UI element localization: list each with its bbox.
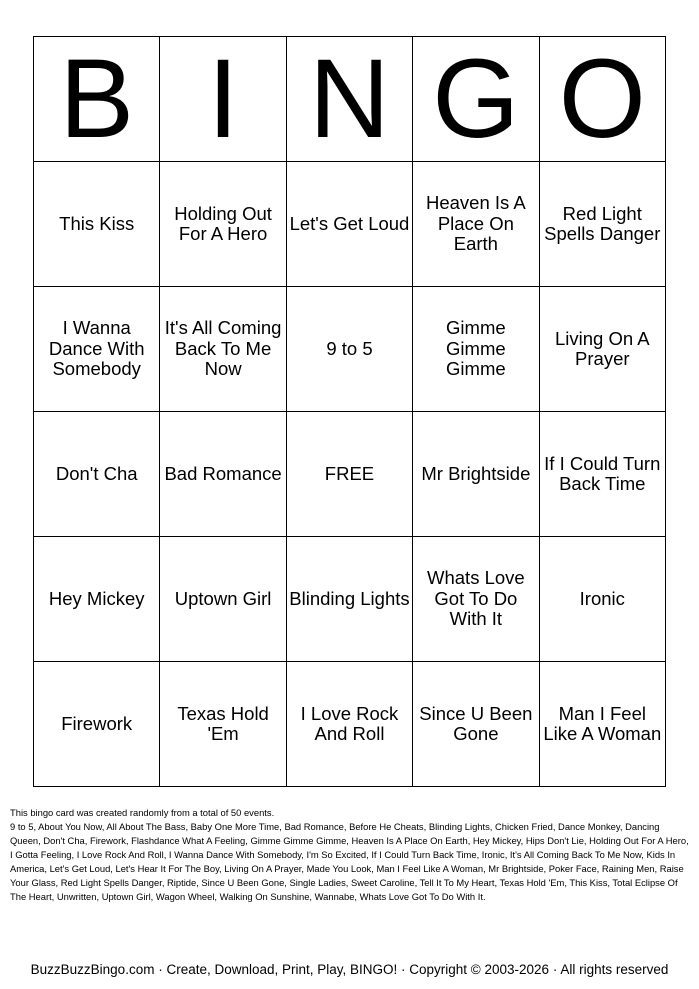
- bingo-row: [34, 662, 666, 787]
- bingo-card: [33, 36, 666, 787]
- bingo-cell: Living On A Prayer: [539, 287, 665, 412]
- header-letter-i: I: [160, 37, 286, 162]
- event-list: 9 to 5, About You Now, All About The Bass, Baby One More Time, Bad Romance, Before He Cheats, Blinding Lights, Chicken Fried, Dance Monkey, Dancing Queen, Don't Cha, Firework, Flashdance What A Feeling, Gimme Gimme Gimme, Heaven Is A Place On Earth, Hey Mickey, Hips Don't Lie, Holding Out For A Hero, I Gotta Feeling, I Love Rock And Roll, I Wanna Dance With Somebody, I'm So Excited, If I Could Turn Back Time, Ironic, It's All Coming Back To Me Now, Kids In America, Let's Get Loud, Let's Hear It For The Boy, Living On A Prayer, Made You Look, Man I Feel Like A Woman, Mr Brightside, Poker Face, Raining Men, Raise Your Glass, Red Light Spells Danger, Riptide, Since U Been Gone, Single Ladies, Sweet Caroline, Tell It To My Heart, Texas Hold 'Em, This Kiss, Total Eclipse Of The Heart, Unwritten, Uptown Girl, Wagon Wheel, Walking On Sunshine, Wannabe, Whats Love Got To Do With It.: [10, 821, 689, 902]
- card-info: [10, 806, 690, 904]
- header-letter-n: N: [286, 37, 412, 162]
- bingo-cell: This Kiss: [34, 162, 160, 287]
- bingo-cell: I Wanna Dance With Somebody: [34, 287, 160, 412]
- bingo-cell: I Love Rock And Roll: [286, 662, 412, 787]
- bingo-row: [34, 412, 666, 537]
- bingo-cell: Man I Feel Like A Woman: [539, 662, 665, 787]
- bingo-cell: Holding Out For A Hero: [160, 162, 286, 287]
- bingo-cell: Since U Been Gone: [413, 662, 539, 787]
- bingo-cell: 9 to 5: [286, 287, 412, 412]
- free-space-cell: FREE: [286, 412, 412, 537]
- bingo-cell: Bad Romance: [160, 412, 286, 537]
- bingo-cell: Heaven Is A Place On Earth: [413, 162, 539, 287]
- bingo-cell: Don't Cha: [34, 412, 160, 537]
- bingo-cell: Firework: [34, 662, 160, 787]
- footer-copyright: BuzzBuzzBingo.com · Create, Download, Print, Play, BINGO! · Copyright © 2003-2026 · All rights reserved: [30, 962, 669, 977]
- bingo-header-row: [34, 37, 666, 162]
- bingo-cell: Mr Brightside: [413, 412, 539, 537]
- header-letter-b: B: [34, 37, 160, 162]
- bingo-cell: Gimme Gimme Gimme: [413, 287, 539, 412]
- bingo-cell: Let's Get Loud: [286, 162, 412, 287]
- bingo-row: [34, 162, 666, 287]
- bingo-row: [34, 287, 666, 412]
- bingo-cell: If I Could Turn Back Time: [539, 412, 665, 537]
- bingo-cell: It's All Coming Back To Me Now: [160, 287, 286, 412]
- bingo-cell: Whats Love Got To Do With It: [413, 537, 539, 662]
- bingo-cell: Hey Mickey: [34, 537, 160, 662]
- header-letter-o: O: [539, 37, 665, 162]
- bingo-cell: Blinding Lights: [286, 537, 412, 662]
- card-summary: This bingo card was created randomly from a total of 50 events.: [10, 807, 275, 818]
- bingo-cell: Red Light Spells Danger: [539, 162, 665, 287]
- bingo-cell: Ironic: [539, 537, 665, 662]
- bingo-cell: Texas Hold 'Em: [160, 662, 286, 787]
- header-letter-g: G: [413, 37, 539, 162]
- bingo-cell: Uptown Girl: [160, 537, 286, 662]
- bingo-row: [34, 537, 666, 662]
